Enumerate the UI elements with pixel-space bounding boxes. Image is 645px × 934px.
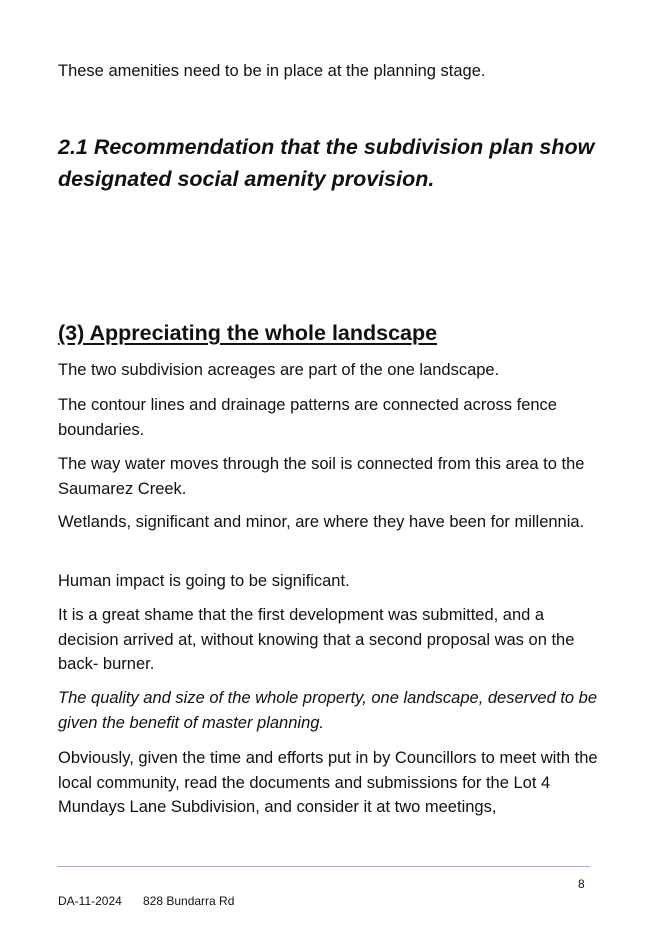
paragraph-landscape: The two subdivision acreages are part of the one landscape.: [58, 361, 500, 379]
paragraph-contours: The contour lines and drainage patterns are connected across fence boundaries.: [58, 396, 557, 439]
paragraph-wetlands: Wetlands, significant and minor, are where they have been for millennia.: [58, 513, 585, 531]
paragraph-councillors: Obviously, given the time and efforts put in by Councillors to meet with the local community, read the documents and submissions for the Lot 4 Mundays Lane Subdivision, and consider it at two meetings,: [58, 749, 598, 816]
paragraph-master-planning: The quality and size of the whole property, one landscape, deserved to be given the benefit of master planning.: [58, 689, 598, 732]
intro-paragraph: These amenities need to be in place at the planning stage.: [58, 62, 486, 80]
footer-doc-reference: DA-11-2024: [58, 894, 122, 908]
paragraph-human-impact: Human impact is going to be significant.: [58, 572, 350, 590]
section-3-heading: (3) Appreciating the whole landscape: [58, 321, 438, 345]
paragraph-development: It is a great shame that the first development was submitted, and a decision arrived at, without knowing that a second proposal was on the back- burner.: [58, 606, 575, 673]
recommendation-heading: 2.1 Recommendation that the subdivision plan show designated social amenity provision.: [58, 135, 595, 191]
paragraph-water: The way water moves through the soil is connected from this area to the Saumarez Creek.: [58, 455, 585, 498]
footer-address: 828 Bundarra Rd: [143, 894, 235, 908]
footer-divider: [57, 866, 590, 867]
page-number: 8: [578, 877, 585, 891]
